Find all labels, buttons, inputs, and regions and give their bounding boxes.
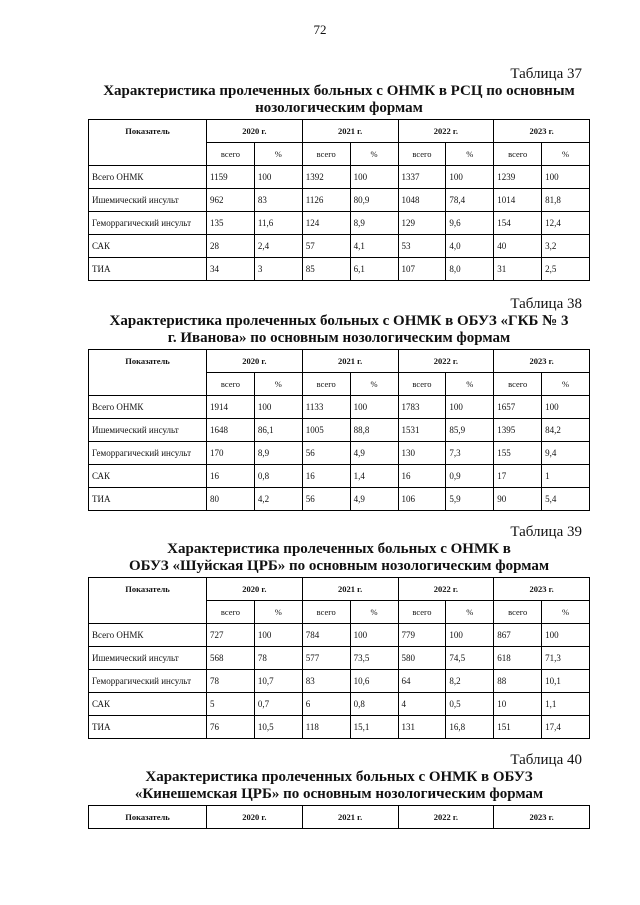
cell-percent: 10,1 <box>542 670 590 693</box>
cell-total: 580 <box>398 647 446 670</box>
cell-total: 1239 <box>494 166 542 189</box>
cell-percent: 4,0 <box>446 235 494 258</box>
header-total: всего <box>398 373 446 396</box>
header-year: 2023 г. <box>494 806 590 829</box>
table-caption: Таблица 40 <box>510 752 582 768</box>
cell-percent: 0,8 <box>350 693 398 716</box>
header-row <box>89 578 590 601</box>
cell-total: 64 <box>398 670 446 693</box>
cell-percent: 4,9 <box>350 442 398 465</box>
header-row <box>89 120 590 143</box>
data-table <box>88 805 590 829</box>
table-title <box>88 541 590 575</box>
row-label: Геморрагический инсульт <box>89 442 207 465</box>
cell-total: 1657 <box>494 396 542 419</box>
cell-total: 16 <box>207 465 255 488</box>
header-percent: % <box>446 601 494 624</box>
table-row <box>89 166 590 189</box>
table-title <box>88 769 590 803</box>
header-total: всего <box>302 373 350 396</box>
title-line: «Кинешемская ЦРБ» по основным нозологическим формам <box>134 786 544 802</box>
row-label: САК <box>89 235 207 258</box>
header-year: 2023 г. <box>494 120 590 143</box>
cell-total: 1392 <box>302 166 350 189</box>
cell-percent: 17,4 <box>542 716 590 739</box>
cell-percent: 10,7 <box>254 670 302 693</box>
cell-total: 779 <box>398 624 446 647</box>
data-table <box>88 577 590 739</box>
header-percent: % <box>350 143 398 166</box>
row-label: Всего ОНМК <box>89 624 207 647</box>
table-row <box>89 488 590 511</box>
title-line: Характеристика пролеченных больных с ОНМК в ОБУЗ «ГКБ № 3 <box>109 313 569 329</box>
header-percent: % <box>254 143 302 166</box>
cell-total: 784 <box>302 624 350 647</box>
cell-percent: 100 <box>542 624 590 647</box>
cell-percent: 100 <box>254 166 302 189</box>
cell-total: 130 <box>398 442 446 465</box>
header-year: 2021 г. <box>302 120 398 143</box>
table-body <box>89 624 590 739</box>
cell-total: 577 <box>302 647 350 670</box>
table-row <box>89 235 590 258</box>
header-total: всего <box>207 601 255 624</box>
cell-percent: 73,5 <box>350 647 398 670</box>
table-row <box>89 396 590 419</box>
cell-total: 124 <box>302 212 350 235</box>
cell-percent: 9,4 <box>542 442 590 465</box>
cell-percent: 85,9 <box>446 419 494 442</box>
cell-total: 1914 <box>207 396 255 419</box>
cell-percent: 5,4 <box>542 488 590 511</box>
header-indicator: Показатель <box>89 806 207 829</box>
table-title <box>88 313 590 347</box>
cell-percent: 81,8 <box>542 189 590 212</box>
cell-percent: 0,5 <box>446 693 494 716</box>
table-38-block <box>88 296 590 511</box>
cell-percent: 2,4 <box>254 235 302 258</box>
cell-total: 129 <box>398 212 446 235</box>
cell-percent: 84,2 <box>542 419 590 442</box>
cell-percent: 8,0 <box>446 258 494 281</box>
header-year: 2022 г. <box>398 578 494 601</box>
cell-percent: 100 <box>350 624 398 647</box>
header-indicator: Показатель <box>89 350 207 396</box>
header-year: 2022 г. <box>398 350 494 373</box>
table-39-block <box>88 524 590 739</box>
cell-percent: 88,8 <box>350 419 398 442</box>
cell-percent: 100 <box>254 624 302 647</box>
header-total: всего <box>207 373 255 396</box>
row-label: САК <box>89 465 207 488</box>
cell-total: 1783 <box>398 396 446 419</box>
row-label: Геморрагический инсульт <box>89 212 207 235</box>
cell-total: 106 <box>398 488 446 511</box>
table-row <box>89 716 590 739</box>
cell-total: 867 <box>494 624 542 647</box>
header-indicator: Показатель <box>89 578 207 624</box>
table-caption: Таблица 37 <box>510 66 582 82</box>
cell-total: 85 <box>302 258 350 281</box>
cell-total: 118 <box>302 716 350 739</box>
header-year: 2020 г. <box>207 350 303 373</box>
cell-percent: 16,8 <box>446 716 494 739</box>
cell-total: 170 <box>207 442 255 465</box>
cell-total: 1337 <box>398 166 446 189</box>
cell-total: 1159 <box>207 166 255 189</box>
header-total: всего <box>207 143 255 166</box>
table-40-block <box>88 752 590 829</box>
cell-percent: 78 <box>254 647 302 670</box>
cell-total: 90 <box>494 488 542 511</box>
cell-total: 962 <box>207 189 255 212</box>
cell-percent: 8,2 <box>446 670 494 693</box>
header-percent: % <box>254 601 302 624</box>
cell-percent: 2,5 <box>542 258 590 281</box>
cell-percent: 100 <box>446 166 494 189</box>
table-title <box>88 83 590 117</box>
row-label: ТИА <box>89 716 207 739</box>
cell-total: 1005 <box>302 419 350 442</box>
cell-total: 135 <box>207 212 255 235</box>
cell-total: 10 <box>494 693 542 716</box>
header-year: 2023 г. <box>494 578 590 601</box>
cell-total: 151 <box>494 716 542 739</box>
header-year: 2023 г. <box>494 350 590 373</box>
header-indicator: Показатель <box>89 120 207 166</box>
cell-percent: 71,3 <box>542 647 590 670</box>
cell-total: 1133 <box>302 396 350 419</box>
cell-percent: 5,9 <box>446 488 494 511</box>
cell-total: 5 <box>207 693 255 716</box>
cell-total: 4 <box>398 693 446 716</box>
cell-percent: 12,4 <box>542 212 590 235</box>
header-total: всего <box>494 373 542 396</box>
cell-percent: 4,1 <box>350 235 398 258</box>
table-37-block <box>88 66 590 281</box>
page-number: 72 <box>313 22 327 37</box>
cell-total: 1531 <box>398 419 446 442</box>
cell-total: 28 <box>207 235 255 258</box>
cell-percent: 1 <box>542 465 590 488</box>
table-body <box>89 396 590 511</box>
cell-total: 34 <box>207 258 255 281</box>
cell-percent: 80,9 <box>350 189 398 212</box>
header-year: 2020 г. <box>207 120 303 143</box>
table-row <box>89 693 590 716</box>
row-label: Геморрагический инсульт <box>89 670 207 693</box>
cell-total: 31 <box>494 258 542 281</box>
cell-total: 1395 <box>494 419 542 442</box>
cell-total: 88 <box>494 670 542 693</box>
cell-percent: 1,1 <box>542 693 590 716</box>
row-label: Всего ОНМК <box>89 166 207 189</box>
cell-total: 1648 <box>207 419 255 442</box>
cell-percent: 100 <box>446 396 494 419</box>
cell-total: 155 <box>494 442 542 465</box>
header-percent: % <box>254 373 302 396</box>
header-year: 2021 г. <box>302 578 398 601</box>
table-row <box>89 258 590 281</box>
title-line: ОБУЗ «Шуйская ЦРБ» по основным нозологическим формам <box>128 558 550 574</box>
cell-percent: 4,2 <box>254 488 302 511</box>
cell-total: 80 <box>207 488 255 511</box>
cell-total: 6 <box>302 693 350 716</box>
cell-total: 16 <box>398 465 446 488</box>
cell-percent: 8,9 <box>350 212 398 235</box>
table-row <box>89 212 590 235</box>
table-row <box>89 624 590 647</box>
cell-percent: 86,1 <box>254 419 302 442</box>
cell-total: 1014 <box>494 189 542 212</box>
cell-percent: 0,8 <box>254 465 302 488</box>
cell-percent: 7,3 <box>446 442 494 465</box>
cell-percent: 100 <box>446 624 494 647</box>
table-row <box>89 442 590 465</box>
cell-percent: 74,5 <box>446 647 494 670</box>
cell-total: 56 <box>302 488 350 511</box>
table-row <box>89 189 590 212</box>
cell-total: 131 <box>398 716 446 739</box>
cell-percent: 11,6 <box>254 212 302 235</box>
header-percent: % <box>542 143 590 166</box>
header-row <box>89 350 590 373</box>
row-label: Всего ОНМК <box>89 396 207 419</box>
title-line: Характеристика пролеченных больных с ОНМК в <box>167 541 511 557</box>
cell-total: 727 <box>207 624 255 647</box>
header-percent: % <box>350 601 398 624</box>
cell-percent: 1,4 <box>350 465 398 488</box>
cell-percent: 0,7 <box>254 693 302 716</box>
header-total: всего <box>494 143 542 166</box>
cell-percent: 3,2 <box>542 235 590 258</box>
cell-total: 107 <box>398 258 446 281</box>
header-total: всего <box>302 143 350 166</box>
cell-percent: 100 <box>542 166 590 189</box>
header-total: всего <box>302 601 350 624</box>
data-table <box>88 119 590 281</box>
cell-percent: 3 <box>254 258 302 281</box>
cell-total: 40 <box>494 235 542 258</box>
cell-total: 154 <box>494 212 542 235</box>
cell-percent: 0,9 <box>446 465 494 488</box>
row-label: Ишемический инсульт <box>89 419 207 442</box>
title-line: г. Иванова» по основным нозологическим формам <box>167 330 511 346</box>
header-total: всего <box>398 601 446 624</box>
title-line: Характеристика пролеченных больных с ОНМК в РСЦ по основным <box>103 83 575 99</box>
title-line: нозологическим формам <box>255 100 423 116</box>
cell-total: 57 <box>302 235 350 258</box>
title-line: Характеристика пролеченных больных с ОНМК в ОБУЗ <box>145 769 533 785</box>
cell-total: 83 <box>302 670 350 693</box>
header-year: 2020 г. <box>207 578 303 601</box>
row-label: ТИА <box>89 258 207 281</box>
cell-total: 17 <box>494 465 542 488</box>
cell-total: 16 <box>302 465 350 488</box>
cell-total: 618 <box>494 647 542 670</box>
cell-percent: 83 <box>254 189 302 212</box>
cell-percent: 15,1 <box>350 716 398 739</box>
cell-percent: 100 <box>542 396 590 419</box>
cell-percent: 4,9 <box>350 488 398 511</box>
header-total: всего <box>398 143 446 166</box>
header-year: 2022 г. <box>398 120 494 143</box>
cell-total: 1126 <box>302 189 350 212</box>
cell-percent: 100 <box>350 396 398 419</box>
header-percent: % <box>446 373 494 396</box>
table-caption: Таблица 38 <box>510 296 582 312</box>
data-table <box>88 349 590 511</box>
cell-total: 56 <box>302 442 350 465</box>
cell-percent: 9,6 <box>446 212 494 235</box>
table-row <box>89 670 590 693</box>
cell-total: 568 <box>207 647 255 670</box>
table-row <box>89 465 590 488</box>
header-year: 2022 г. <box>398 806 494 829</box>
header-year: 2021 г. <box>302 350 398 373</box>
header-percent: % <box>350 373 398 396</box>
table-body <box>89 166 590 281</box>
header-year: 2021 г. <box>302 806 398 829</box>
row-label: Ишемический инсульт <box>89 189 207 212</box>
row-label: ТИА <box>89 488 207 511</box>
header-percent: % <box>542 601 590 624</box>
table-row <box>89 647 590 670</box>
cell-total: 76 <box>207 716 255 739</box>
cell-percent: 100 <box>350 166 398 189</box>
header-percent: % <box>542 373 590 396</box>
cell-total: 53 <box>398 235 446 258</box>
cell-percent: 10,5 <box>254 716 302 739</box>
row-label: САК <box>89 693 207 716</box>
table-row <box>89 419 590 442</box>
header-total: всего <box>494 601 542 624</box>
cell-percent: 100 <box>254 396 302 419</box>
cell-percent: 6,1 <box>350 258 398 281</box>
cell-total: 78 <box>207 670 255 693</box>
header-percent: % <box>446 143 494 166</box>
cell-percent: 78,4 <box>446 189 494 212</box>
header-row <box>89 806 590 829</box>
header-year: 2020 г. <box>207 806 303 829</box>
cell-percent: 10,6 <box>350 670 398 693</box>
cell-percent: 8,9 <box>254 442 302 465</box>
cell-total: 1048 <box>398 189 446 212</box>
table-caption: Таблица 39 <box>510 524 582 540</box>
row-label: Ишемический инсульт <box>89 647 207 670</box>
